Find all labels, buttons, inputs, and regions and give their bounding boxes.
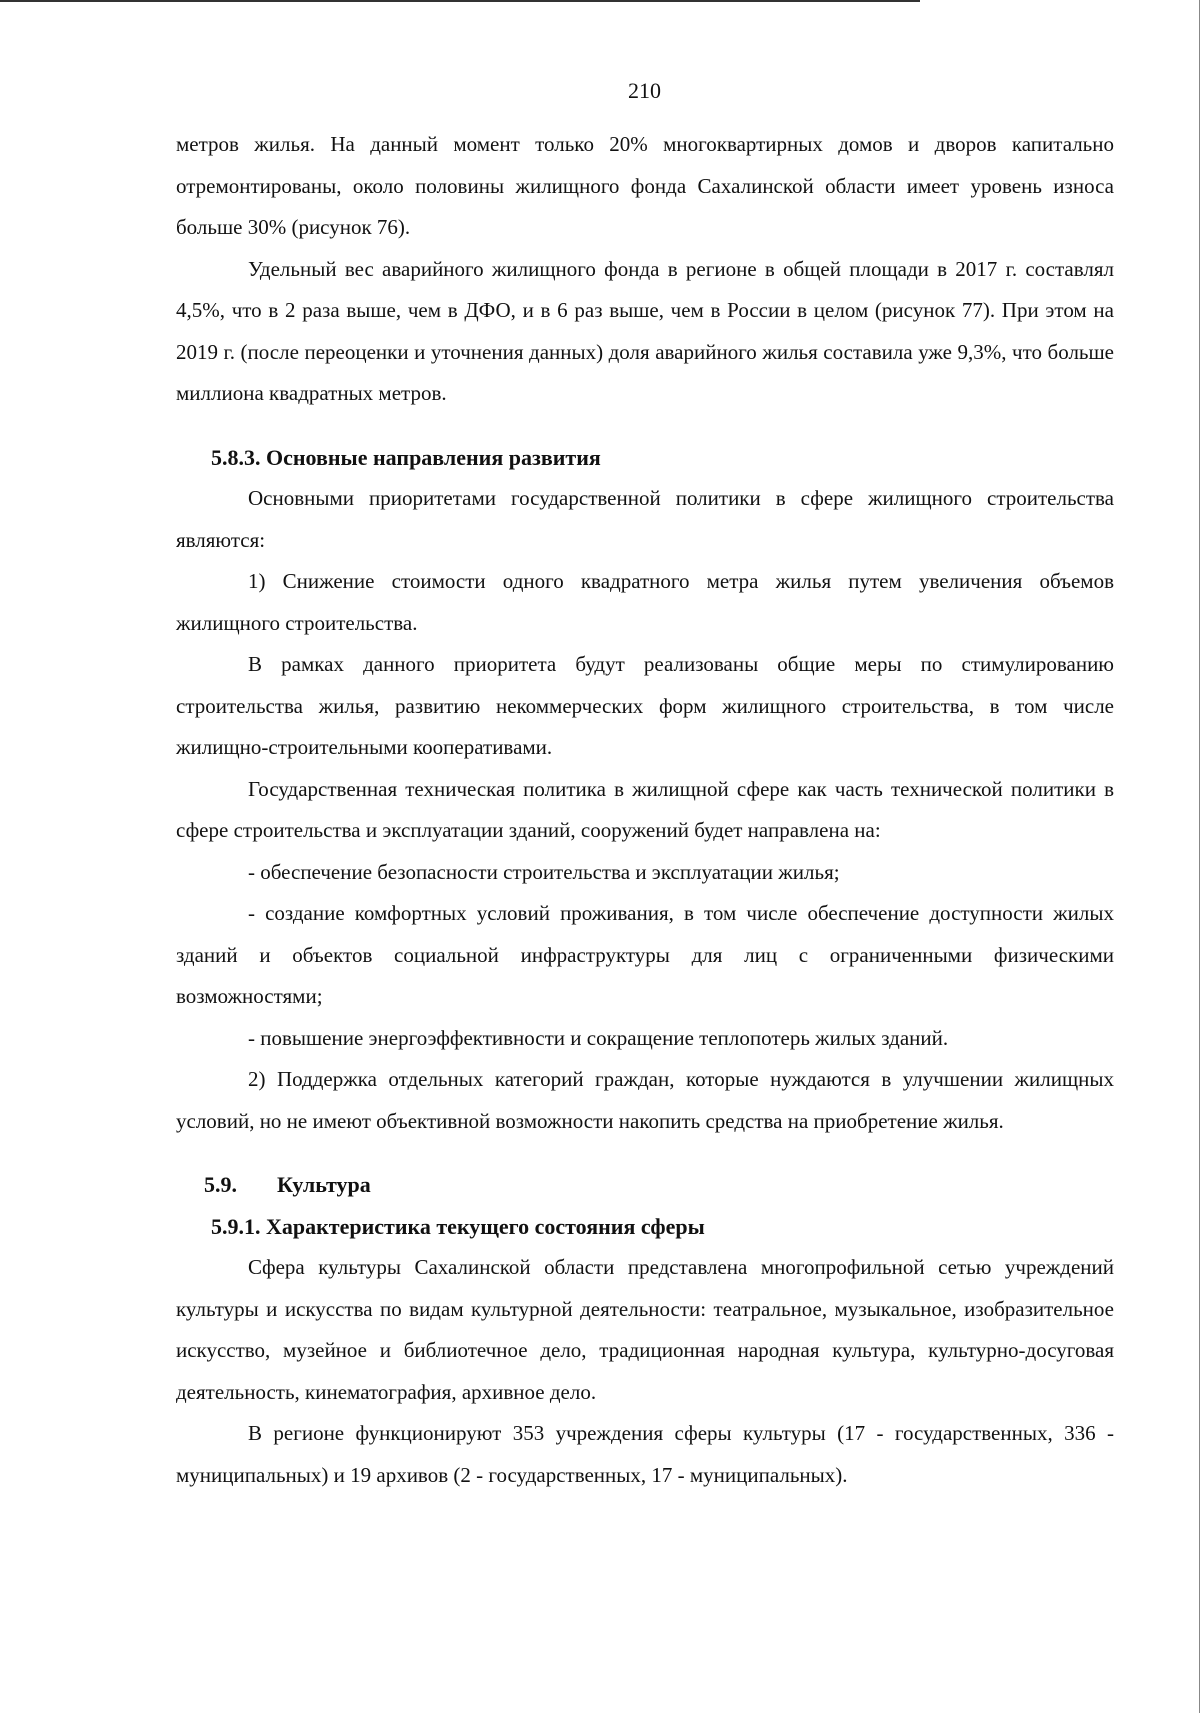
section-number: 5.9. (204, 1172, 237, 1197)
document-body (176, 124, 1114, 1496)
list-item: - создание комфортных условий проживания, в том числе обеспечение доступности жилых зданий и объектов социальной инфраструктуры для лиц с ограниченными физическими возможностями; (176, 901, 1114, 1008)
paragraph: В регионе функционируют 353 учреждения сферы культуры (17 - государственных, 336 - муниципальных) и 19 архивов (2 - государственных, 17 - муниципальных). (176, 1421, 1114, 1487)
paragraph: 2) Поддержка отдельных категорий граждан, которые нуждаются в улучшении жилищных условий, но не имеют объективной возможности накопить средства на приобретение жилья. (176, 1067, 1114, 1133)
section-heading-5-8-3: 5.8.3. Основные направления развития (211, 444, 601, 470)
paragraph: Сфера культуры Сахалинской области представлена многопрофильной сетью учреждений культуры и искусства по видам культурной деятельности: театральное, музыкальное, изобразительное искусство, музейное и библиотечное дело, традиционная народная культура, культурно-досуговая деятельность, кинематография, архивное дело. (176, 1255, 1114, 1404)
paragraph: метров жилья. На данный момент только 20% многоквартирных домов и дворов капитально отремонтированы, около половины жилищного фонда Сахалинской области имеет уровень износа больше 30% (рисунок 76). (176, 132, 1114, 239)
paragraph: 1) Снижение стоимости одного квадратного метра жилья путем увеличения объемов жилищного строительства. (176, 569, 1114, 635)
paragraph: Удельный вес аварийного жилищного фонда в регионе в общей площади в 2017 г. составлял 4,5%, что в 2 раза выше, чем в ДФО, и в 6 раз выше, чем в России в целом (рисунок 77). При этом на 2019 г. (после переоценки и уточнения данных) доля аварийного жилья составила уже 9,3%, что больше миллиона квадратных метров. (176, 256, 1114, 405)
list-item: - обеспечение безопасности строительства и эксплуатации жилья; (248, 859, 840, 884)
paragraph: Основными приоритетами государственной политики в сфере жилищного строительства являются: (176, 486, 1114, 552)
paragraph: В рамках данного приоритета будут реализованы общие меры по стимулированию строительства жилья, развитию некоммерческих форм жилищного строительства, в том числе жилищно-строительными кооперативами. (176, 652, 1114, 759)
section-heading-5-9 (176, 1164, 1114, 1206)
paragraph: Государственная техническая политика в жилищной сфере как часть технической политики в сфере строительства и эксплуатации зданий, сооружений будет направлена на: (176, 776, 1114, 842)
section-title: Культура (277, 1172, 371, 1197)
list-item: - повышение энергоэффективности и сокращение теплопотерь жилых зданий. (248, 1025, 949, 1050)
section-heading-5-9-1: 5.9.1. Характеристика текущего состояния сферы (211, 1213, 705, 1239)
page-number: 210 (628, 78, 661, 103)
